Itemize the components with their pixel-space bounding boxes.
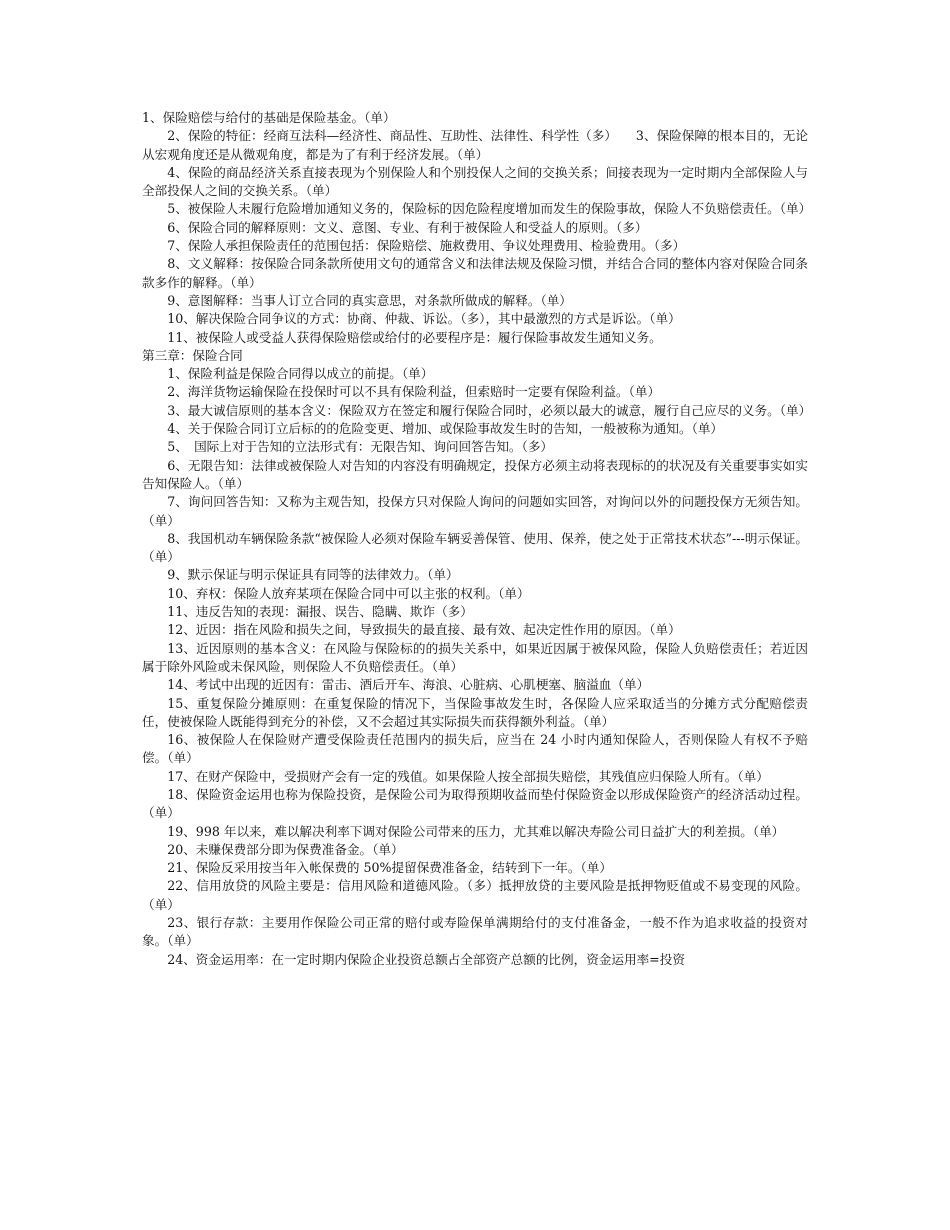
document-paragraph: 19、998 年以来，难以解决利率下调对保险公司带来的压力，尤其难以解决寿险公司日益扩大的利差损。（单） bbox=[167, 823, 785, 839]
document-paragraph: 14、考试中出现的近因有：雷击、酒后开车、海浪、心脏病、心肌梗塞、脑溢血（单） bbox=[167, 677, 650, 693]
document-paragraph: 17、在财产保险中，受损财产会有一定的残值。如果保险人按全部损失赔偿，其残值应归保险人所有。（单） bbox=[167, 768, 769, 784]
document-body bbox=[142, 109, 812, 969]
document-paragraph: 13、近因原则的基本含义：在风险与保险标的的损失关系中，如果近因属于被保风险，保险人负赔偿责任；若近因属于除外风险或未保风险，则保险人不负赔偿责任。（单） bbox=[142, 640, 808, 674]
document-paragraph: 1、保险赔偿与给付的基础是保险基金。（单） bbox=[142, 110, 396, 125]
document-paragraph: 18、保险资金运用也称为保险投资，是保险公司为取得预期收益而垫付保险资金以形成保险资产的经济活动过程。（单） bbox=[142, 786, 808, 821]
document-paragraph: 11、违反告知的表现：漏报、误告、隐瞒、欺诈（多） bbox=[167, 604, 473, 620]
document-paragraph: 7、询问回答告知：又称为主观告知，投保方只对保险人询问的问题如实回答，对询问以外的问题投保方无须告知。（单） bbox=[142, 494, 808, 528]
document-paragraph: 10、解决保险合同争议的方式：协商、仲裁、诉讼。（多），其中最激烈的方式是诉讼。（单） bbox=[167, 311, 681, 327]
document-paragraph: 1、保险利益是保险合同得以成立的前提。（单） bbox=[167, 366, 434, 382]
document-paragraph: 9、意图解释：当事人订立合同的真实意思，对条款所做成的解释。（单） bbox=[167, 292, 572, 308]
document-paragraph: 8、我国机动车辆保险条款“被保险人必须对保险车辆妥善保管、使用、保养，使之处于正常技术状态”---明示保证。（单） bbox=[142, 530, 808, 565]
document-paragraph: 15、重复保险分摊原则：在重复保险的情况下，当保险事故发生时，各保险人应采取适当的分摊方式分配赔偿责任，使被保险人既能得到充分的补偿，又不会超过其实际损失而获得额外利益。（单） bbox=[142, 695, 808, 729]
document-paragraph: 6、保险合同的解释原则：文义、意图、专业、有利于被保险人和受益人的原则。（多） bbox=[167, 219, 648, 235]
document-paragraph: 4、保险的商品经济关系直接表现为个别保险人和个别投保人之间的交换关系；间接表现为一定时期内全部保险人与全部投保人之间的交换关系。（单） bbox=[142, 164, 808, 199]
document-paragraph: 6、无限告知：法律或被保险人对告知的内容没有明确规定，投保方必须主动将表现标的的状况及有关重要事实如实告知保险人。（单） bbox=[142, 457, 808, 491]
document-paragraph: 12、近因：指在风险和损失之间，导致损失的最直接、最有效、起决定性作用的原因。（单） bbox=[167, 622, 681, 638]
document-paragraph: 24、资金运用率：在一定时期内保险企业投资总额占全部资产总额的比例，资金运用率=投资 bbox=[167, 951, 685, 967]
document-paragraph: 20、未赚保费部分即为保费准备金。（单） bbox=[167, 841, 404, 857]
document-paragraph: 2、保险的特征：经商互法科—经济性、商品性、互助性、法律性、科学性（多） 3、保险保障的根本目的，无论从宏观角度还是从微观角度，都是为了有利于经济发展。（单） bbox=[142, 128, 808, 162]
document-paragraph: 4、关于保险合同订立后标的的危险变更、增加、或保险事故发生时的告知，一般被称为通知。（单） bbox=[167, 421, 724, 437]
document-paragraph: 2、海洋货物运输保险在投保时可以不具有保险利益，但索赔时一定要有保险利益。（单） bbox=[167, 384, 661, 400]
document-paragraph: 22、信用放贷的风险主要是：信用风险和道德风险。（多）抵押放贷的主要风险是抵押物贬值或不易变现的风险。（单） bbox=[142, 878, 808, 912]
document-paragraph: 3、最大诚信原则的基本含义：保险双方在签定和履行保险合同时，必须以最大的诚意，履行自己应尽的义务。（单） bbox=[167, 402, 812, 418]
section-heading: 第三章：保险合同 bbox=[142, 347, 243, 363]
document-paragraph: 9、默示保证与明示保证具有同等的法律效力。（单） bbox=[167, 567, 459, 583]
document-paragraph: 8、文义解释：按保险合同条款所使用文句的通常含义和法律法规及保险习惯，并结合合同的整体内容对保险合同条款多作的解释。（单） bbox=[142, 256, 808, 290]
document-paragraph: 11、被保险人或受益人获得保险赔偿或给付的必要程序是：履行保险事故发生通知义务。 bbox=[167, 329, 662, 345]
document-paragraph: 16、被保险人在保险财产遭受保险责任范围内的损失后，应当在 24 小时内通知保险人，否则保险人有权不予赔偿。（单） bbox=[142, 732, 808, 766]
document-paragraph: 5、 国际上对于告知的立法形式有：无限告知、询问回答告知。（多） bbox=[167, 439, 554, 455]
document-paragraph: 5、被保险人未履行危险增加通知义务的，保险标的因危险程度增加而发生的保险事故，保险人不负赔偿责任。（单） bbox=[167, 201, 812, 217]
document-paragraph: 7、保险人承担保险责任的范围包括：保险赔偿、施救费用、争议处理费用、检验费用。（多） bbox=[167, 238, 686, 254]
document-paragraph: 21、保险反采用按当年入帐保费的 50%提留保费准备金，结转到下一年。（单） bbox=[167, 860, 612, 876]
document-paragraph: 10、弃权：保险人放弃某项在保险合同中可以主张的权利。（单） bbox=[167, 585, 530, 601]
document-paragraph: 23、银行存款：主要用作保险公司正常的赔付或寿险保单满期给付的支付准备金，一般不作为追求收益的投资对象。（单） bbox=[142, 915, 808, 949]
